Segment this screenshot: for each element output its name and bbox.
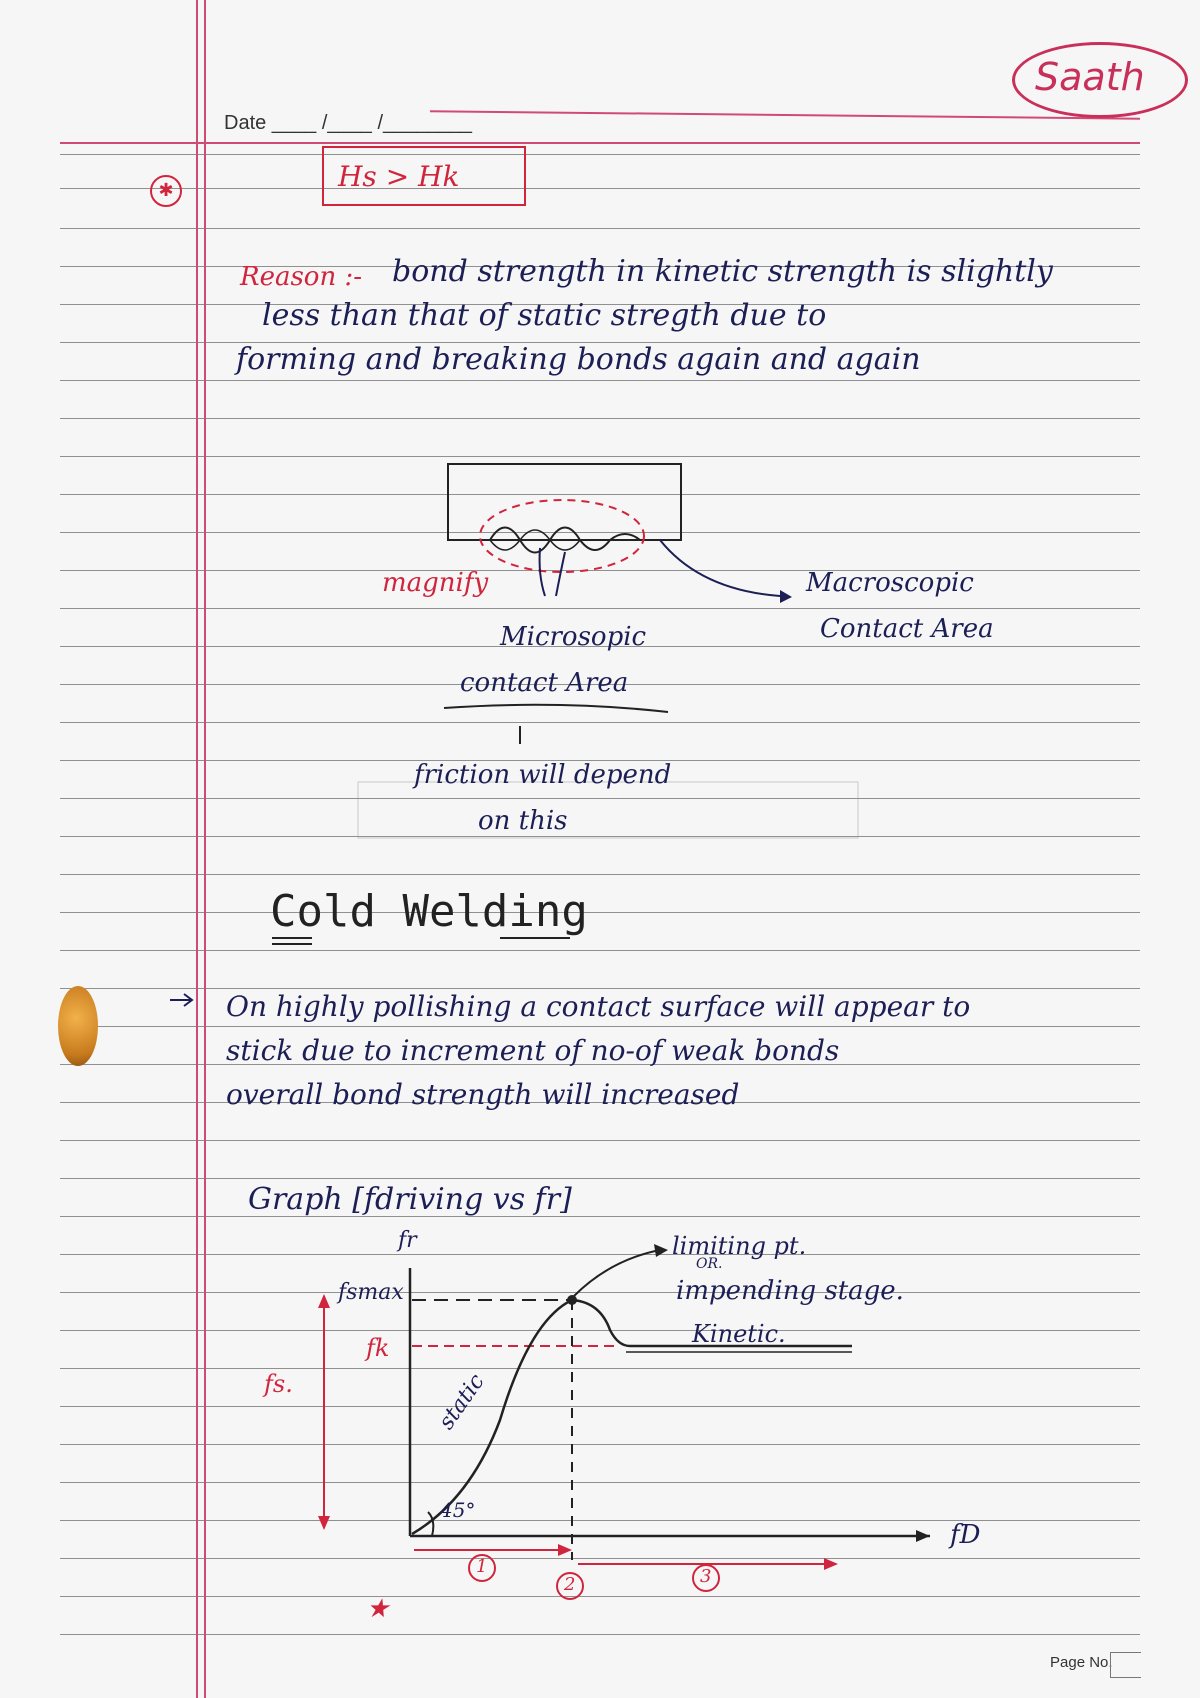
microscopic-label: Microsopic	[500, 622, 647, 652]
cold-welding-line-2: stick due to increment of no-of weak bonds	[226, 1034, 840, 1067]
micro-underline	[444, 705, 668, 712]
star-icon: ✱	[150, 175, 182, 207]
page-number-box	[1110, 1652, 1141, 1678]
impending-label: impending stage.	[676, 1276, 904, 1306]
macroscopic-label: Macroscopic	[806, 568, 974, 598]
reason-line-2: less than that of static stregth due to	[262, 298, 827, 333]
date-label: Date ____ /____ /________	[224, 112, 472, 134]
friction-curve	[412, 1300, 852, 1534]
region-3-label: 3	[700, 1566, 712, 1587]
page-number-label: Page No.	[1050, 1654, 1113, 1671]
fs-arrow-top	[318, 1294, 330, 1308]
contact-area-left: contact Area	[460, 668, 629, 698]
contact-area-right: Contact Area	[820, 614, 994, 644]
fs-label: fs.	[264, 1370, 293, 1398]
impending-arrowhead	[654, 1244, 668, 1257]
or-label: OR.	[696, 1256, 723, 1272]
cold-welding-title: Cold Welding	[270, 886, 588, 937]
friction-box	[358, 782, 858, 838]
angle-label: 45°	[440, 1498, 476, 1522]
star-marker-icon: ★	[366, 1594, 390, 1624]
fsmax-label: fsmax	[338, 1280, 404, 1305]
graph-heading: Graph [fdriving vs fr]	[248, 1182, 572, 1217]
macro-arrowhead	[780, 590, 792, 603]
region-1-label: 1	[476, 1556, 488, 1577]
fs-arrow-bottom	[318, 1516, 330, 1530]
friction-depend-line-1: friction will depend	[414, 760, 672, 790]
cold-welding-line-3: overall bond strength will increased	[226, 1078, 740, 1111]
friction-depend-line-2: on this	[478, 806, 568, 836]
magnify-ellipse	[480, 500, 644, 572]
region3-arrowhead	[824, 1558, 838, 1570]
x-axis-arrowhead	[916, 1530, 930, 1542]
micro-arrow-2	[556, 552, 565, 596]
kinetic-label: Kinetic.	[692, 1320, 786, 1348]
heading-box-text: Hs > Hk	[338, 160, 460, 193]
reason-label: Reason :-	[240, 262, 363, 292]
impending-arrow	[574, 1250, 660, 1296]
region-2-label: 2	[564, 1574, 576, 1595]
limiting-label: limiting pt.	[672, 1232, 807, 1260]
reason-line-3: forming and breaking bonds again and again	[236, 342, 921, 377]
graph-y-label: fr	[398, 1228, 417, 1253]
graph-x-label: fD	[950, 1520, 981, 1550]
reason-line-1: bond strength in kinetic strength is slightly	[392, 254, 1053, 289]
static-label: static	[434, 1369, 490, 1435]
macro-arrow	[660, 540, 780, 596]
cold-welding-line-1: On highly pollishing a contact surface will appear to	[226, 990, 971, 1023]
region1-arrowhead	[558, 1544, 572, 1556]
brand-name: Saath	[1035, 55, 1145, 99]
fk-label: fk	[366, 1334, 390, 1362]
bullet-arrow	[170, 994, 192, 1006]
magnify-label: magnify	[382, 568, 489, 598]
block-rect	[448, 464, 681, 540]
binder-pin	[58, 986, 98, 1066]
